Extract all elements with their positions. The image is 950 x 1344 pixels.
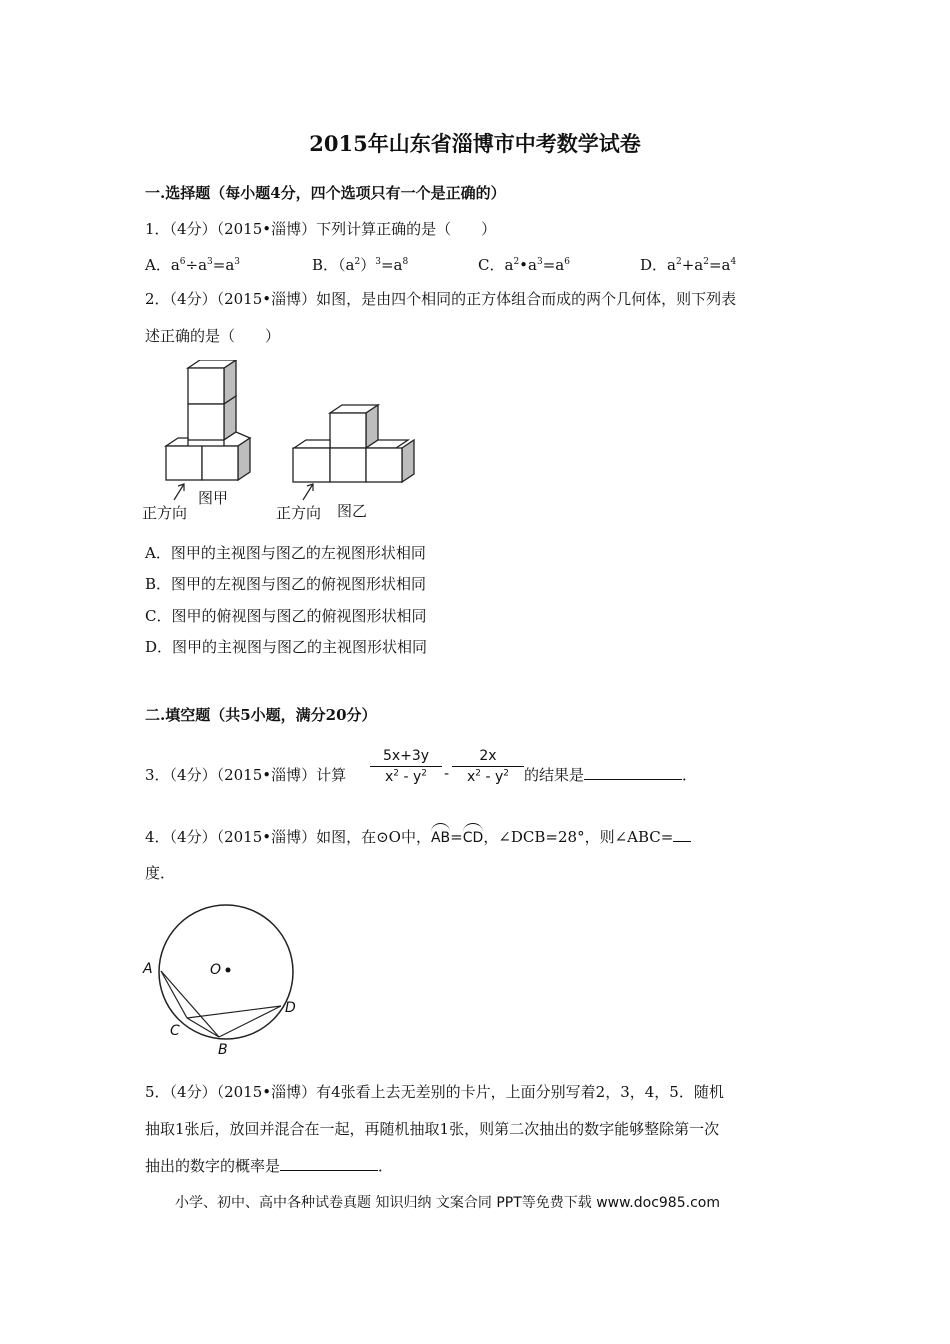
label-b: B xyxy=(218,1042,228,1058)
fig-yi-direction-label: 正方向 xyxy=(276,504,322,522)
q3-end: ． xyxy=(682,766,698,784)
question-2-stem-line1: 2．（4分）（2015•淄博）如图，是由四个相同的正方体组合而成的两个几何体，则下列表 xyxy=(145,290,737,308)
q5-end: ． xyxy=(378,1157,394,1175)
section-2-heading: 二.填空题（共5小题，满分20分） xyxy=(145,706,377,724)
fig-yi-name: 图乙 xyxy=(337,502,368,520)
q3-fraction-1 xyxy=(370,748,442,785)
question-3-prefix: 3．（4分）（2015•淄博）计算 xyxy=(145,766,347,784)
question-2-stem-line2: 述正确的是（ ） xyxy=(145,327,281,345)
label-d: D xyxy=(285,1000,296,1016)
q1-option-c-label: C． xyxy=(478,256,505,274)
cube-figures xyxy=(140,360,430,525)
q3-frac2-denominator: $x^2 - y^2$ xyxy=(466,768,509,785)
label-o: O xyxy=(210,962,222,978)
q5-prefix: 抽出的数字的概率是 xyxy=(145,1157,281,1175)
q1-option-a-label: A． xyxy=(145,256,171,274)
q2-option-c: C．图甲的俯视图与图乙的俯视图形状相同 xyxy=(145,607,427,625)
q3-suffix-text: 的结果是 xyxy=(524,766,585,784)
q4-mid: ，∠DCB=28°，则∠ABC= xyxy=(483,828,674,846)
chord-cd xyxy=(187,1006,281,1018)
page-title: 2015年山东省淄博市中考数学试卷 xyxy=(309,131,641,156)
q1-option-d-label: D． xyxy=(640,256,668,274)
q2-option-a: A．图甲的主视图与图乙的左视图形状相同 xyxy=(145,544,426,562)
q3-answer-blank[interactable] xyxy=(584,779,682,780)
q3-minus: - xyxy=(444,764,450,782)
arrow-yi-line xyxy=(303,484,313,500)
circle-o xyxy=(159,905,293,1039)
fig-jia-direction-label: 正方向 xyxy=(142,504,188,522)
question-4-line1 xyxy=(145,826,691,847)
label-a: A xyxy=(143,961,153,977)
question-1-stem: 1．（4分）（2015•淄博）下列计算正确的是（ ） xyxy=(145,220,497,238)
q3-fraction-2 xyxy=(452,748,524,785)
q3-frac1-numerator: 5x+3y xyxy=(370,748,442,767)
circle-figure xyxy=(138,898,308,1060)
q4-arc-cd: CD xyxy=(463,826,484,846)
question-5-line1: 5．（4分）（2015•淄博）有4张看上去无差别的卡片，上面分别写着2，3，4，5．随机 xyxy=(145,1083,724,1101)
question-4-line2: 度． xyxy=(145,864,176,882)
q4-prefix: 4．（4分）（2015•淄博）如图，在⊙O中， xyxy=(145,828,431,846)
q2-option-d: D．图甲的主视图与图乙的主视图形状相同 xyxy=(145,638,428,656)
figure-yi-cubes xyxy=(293,405,414,482)
q4-equals: = xyxy=(450,828,463,846)
q1-option-b: B．$(a^2)^3=a^8$ xyxy=(312,256,409,274)
q1-option-b-label: B． xyxy=(312,256,339,274)
figure-jia-cubes xyxy=(166,360,250,480)
arrow-jia-line xyxy=(174,484,184,500)
q3-frac2-numerator: 2x xyxy=(452,748,524,767)
fig-jia-name: 图甲 xyxy=(198,489,229,507)
question-5-line3 xyxy=(145,1155,393,1176)
q2-option-b: B．图甲的左视图与图乙的俯视图形状相同 xyxy=(145,575,427,593)
footer-ad[interactable]: 小学、初中、高中各种试卷真题 知识归纳 文案合同 PPT等免费下载 www.doc985.com xyxy=(175,1195,720,1211)
q3-suffix xyxy=(524,764,697,785)
q1-option-c: C．$a^2•a^3=a^6$ xyxy=(478,256,570,274)
q4-arc-ab: AB xyxy=(431,826,450,846)
label-c: C xyxy=(170,1023,180,1039)
chord-ac xyxy=(161,971,187,1018)
section-1-heading: 一.选择题（每小题4分，四个选项只有一个是正确的） xyxy=(145,184,506,202)
center-o-dot xyxy=(226,968,231,973)
q1-option-a: A．$a^6\div a^3=a^3$ xyxy=(145,256,241,274)
q1-option-d: D．$a^2+a^2=a^4$ xyxy=(640,256,737,274)
q4-answer-blank[interactable] xyxy=(673,841,691,842)
q3-frac1-denominator: $x^2 - y^2$ xyxy=(384,768,427,785)
q5-answer-blank[interactable] xyxy=(280,1170,378,1171)
question-5-line2: 抽取1张后，放回并混合在一起，再随机抽取1张，则第二次抽出的数字能够整除第一次 xyxy=(145,1120,720,1138)
